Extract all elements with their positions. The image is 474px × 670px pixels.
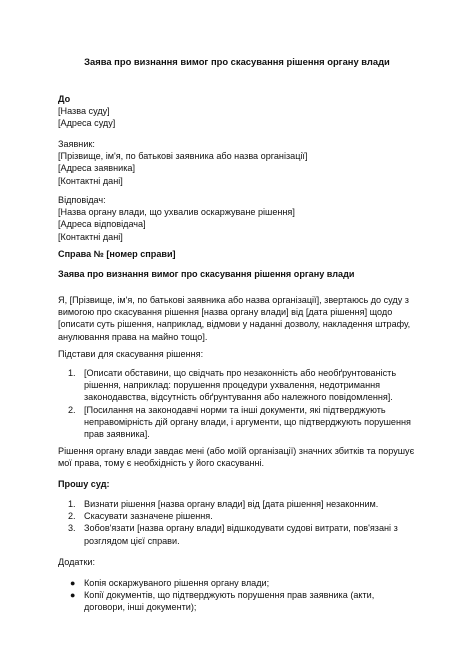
document-title: Заява про визнання вимог про скасування рішення органу влади (84, 56, 390, 67)
court-address: [Адреса суду] (58, 118, 116, 129)
applicant-name: [Прізвище, ім'я, по батькові заявника або назва організації] (58, 151, 308, 162)
list-text: Копія оскаржуваного рішення органу влади; (84, 578, 270, 588)
list-number: 2. (68, 511, 76, 522)
list-text: Копії документів, що підтверджують порушення прав заявника (акти, договори, інші документи); (84, 590, 375, 613)
list-item (58, 367, 416, 404)
subtitle: Заява про визнання вимог про скасування рішення органу влади (58, 269, 355, 279)
list-item (58, 498, 416, 510)
respondent-address: [Адреса відповідача] (58, 219, 146, 230)
respondent-contacts: [Контактні дані] (58, 231, 123, 242)
to-heading: До (58, 94, 71, 104)
list-text: Скасувати зазначене рішення. (84, 511, 213, 522)
list-item (58, 522, 416, 546)
case-number: Справа № [номер справи] (58, 249, 176, 259)
list-item (58, 577, 416, 589)
list-text: Визнати рішення [назва органу влади] від [дата рішення] незаконним. (84, 499, 379, 509)
bullet-icon: ● (70, 590, 76, 601)
list-number: 2. (68, 404, 76, 415)
grounds-heading: Підстави для скасування рішення: (58, 349, 204, 359)
applicant-heading: Заявник: (58, 139, 95, 149)
attachments-list (58, 577, 416, 614)
attachments-heading: Додатки: (58, 557, 96, 567)
grounds-list (58, 367, 416, 440)
respondent-heading: Відповідач: (58, 195, 106, 205)
list-number: 1. (68, 499, 76, 509)
list-item (58, 589, 416, 613)
list-number: 3. (68, 523, 76, 534)
request-heading: Прошу суд: (58, 479, 110, 489)
list-text: [Описати обставини, що свідчать про незаконність або необґрунтованість рішення, наприклад: порушення процедури ухвалення, недотримання законодавства, відсутність обґрунтування або належного повідомлення]. (84, 368, 397, 403)
list-text: [Посилання на законодавчі норми та інші документи, які підтверджують неправомірність дій органу влади, і аргументи, що підтверджують порушення прав заявника]. (84, 404, 411, 440)
list-number: 1. (68, 368, 76, 378)
list-text: Зобов'язати [назва органу влади] відшкодувати судові витрати, пов'язані з розглядом цієї справи. (84, 523, 398, 546)
respondent-name: [Назва органу влади, що ухвалив оскаржуване рішення] (58, 207, 295, 218)
applicant-address: [Адреса заявника] (58, 163, 135, 174)
list-item (58, 510, 416, 522)
intro-paragraph: Я, [Прізвище, ім'я, по батькові заявника або назва організації], звертаюсь до суду з вимогою про скасування рішення [назва органу влади] від [дата рішення] щодо [описати суть рішення, наприклад, відмови у наданні дозволу, накладення штрафу, анулювання права на майно тощо]. (58, 295, 411, 342)
list-item (58, 404, 416, 441)
court-name: [Назва суду] (58, 106, 110, 117)
to-block (58, 93, 416, 130)
request-list (58, 498, 416, 547)
respondent-block (58, 194, 416, 243)
applicant-block (58, 138, 416, 187)
applicant-contacts: [Контактні дані] (58, 175, 123, 186)
harm-paragraph: Рішення органу влади завдає мені (або моїй організації) значних збитків та порушує мої права, тому є необхідність у його скасуванні. (58, 446, 415, 469)
bullet-icon: ● (70, 578, 76, 588)
